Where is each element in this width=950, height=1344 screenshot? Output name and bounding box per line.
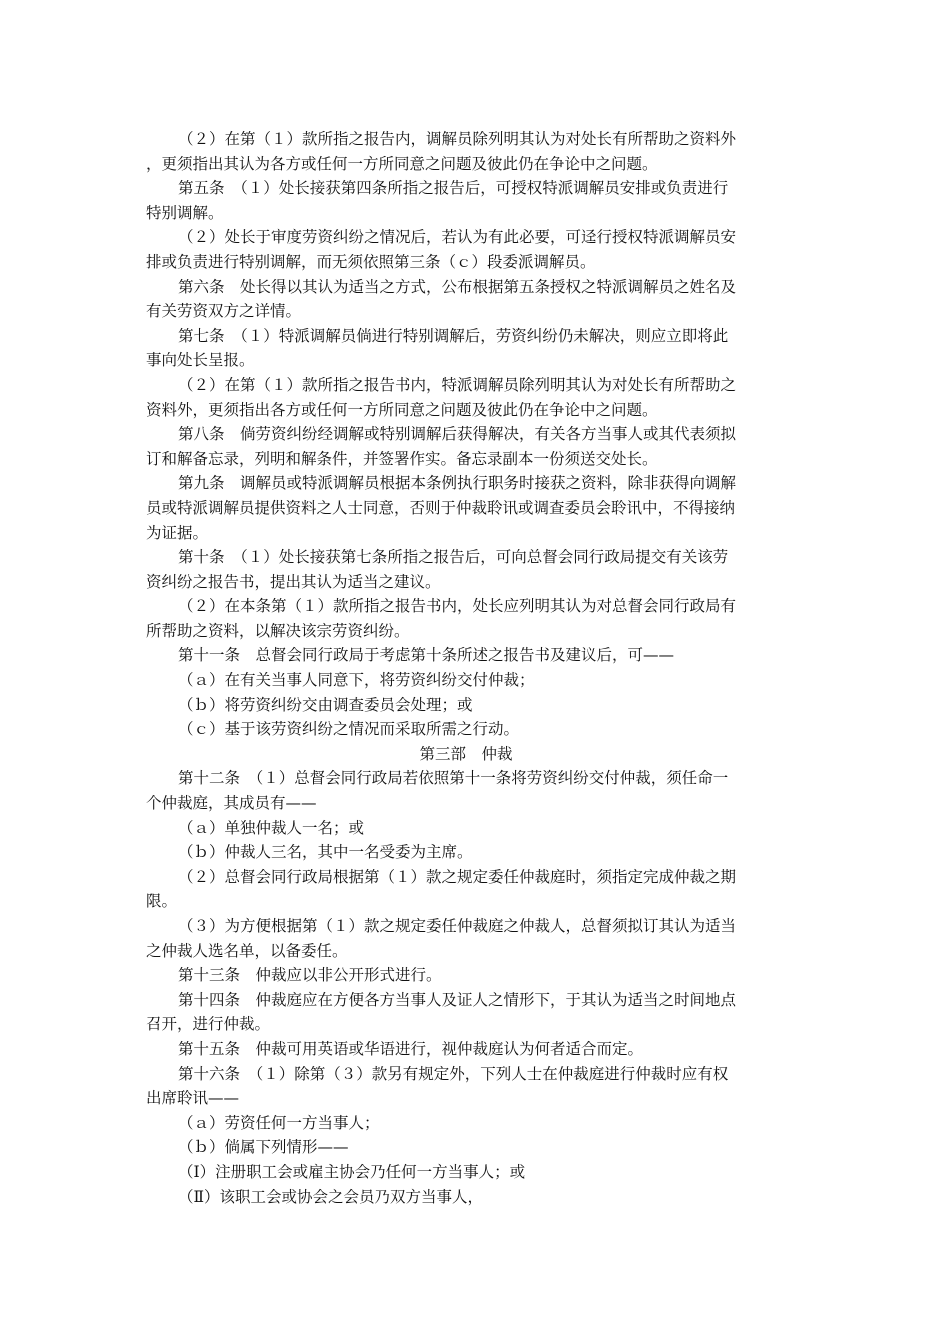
text-line: 资纠纷之报告书，提出其认为适当之建议。 (146, 572, 441, 591)
text-line: 出席聆讯—— (146, 1089, 240, 1108)
text-line: （２）在第（１）款所指之报告内，调解员除列明其认为对处长有所帮助之资料外 (178, 130, 737, 148)
text-line: （ｂ）倘属下列情形—— (178, 1138, 349, 1157)
text-line: （ｂ）仲裁人三名，其中一名受委为主席。 (178, 843, 473, 862)
text-line: 有关劳资双方之详情。 (146, 302, 302, 321)
text-line: 之仲裁人选名单，以备委任。 (146, 941, 348, 960)
text-line: 排或负责进行特别调解，而无须依照第三条（ｃ）段委派调解员。 (146, 252, 596, 271)
text-line: （Ⅰ）注册职工会或雇主协会乃任何一方当事人；或 (178, 1162, 526, 1181)
text-line: 第十五条 仲裁可用英语或华语进行，视仲裁庭认为何者适合而定。 (178, 1039, 644, 1058)
text-line: 个仲裁庭，其成员有—— (146, 794, 317, 813)
text-line: 特别调解。 (146, 203, 224, 222)
text-line: 订和解备忘录，列明和解条件，并签署作实。备忘录副本一份须送交处长。 (146, 449, 658, 468)
section-heading: 第三部 仲裁 (419, 744, 513, 763)
text-line: （Ⅱ）该职工会或协会之会员乃双方当事人， (178, 1187, 484, 1206)
document-body (146, 127, 786, 1209)
text-line: （ａ）劳资任何一方当事人； (178, 1113, 380, 1132)
text-line: 第十二条 （１）总督会同行政局若依照第十一条将劳资纠纷交付仲裁，须任命一 (178, 769, 729, 788)
text-line: （ｃ）基于该劳资纠纷之情况而采取所需之行动。 (178, 720, 520, 739)
text-line: ，更须指出其认为各方或任何一方所同意之问题及彼此仍在争论中之问题。 (146, 154, 658, 173)
text-line: 第五条 （１）处长接获第四条所指之报告后，可授权特派调解员安排或负责进行 (178, 179, 729, 198)
text-line: 所帮助之资料，以解决该宗劳资纠纷。 (146, 621, 410, 640)
text-line: 为证据。 (146, 523, 209, 542)
text-line: 第十三条 仲裁应以非公开形式进行。 (178, 966, 442, 985)
text-line: （３）为方便根据第（１）款之规定委任仲裁庭之仲裁人，总督须拟订其认为适当 (178, 917, 737, 935)
text-line: （ａ）在有关当事人同意下，将劳资纠纷交付仲裁； (178, 671, 535, 690)
text-line: 资料外，更须指出各方或任何一方所同意之问题及彼此仍在争论中之问题。 (146, 400, 658, 419)
text-line: 第九条 调解员或特派调解员根据本条例执行职务时接获之资料，除非获得向调解 (178, 474, 737, 493)
text-line: （２）处长于审度劳资纠纷之情况后，若认为有此必要，可迳行授权特派调解员安 (178, 228, 737, 247)
text-line: 事向处长呈报。 (146, 351, 255, 370)
text-line: （２）在第（１）款所指之报告书内，特派调解员除列明其认为对处长有所帮助之 (178, 375, 737, 394)
text-line: （２）总督会同行政局根据第（１）款之规定委任仲裁庭时，须指定完成仲裁之期 (178, 867, 737, 886)
text-line: 第六条 处长得以其认为适当之方式，公布根据第五条授权之特派调解员之姓名及 (178, 277, 737, 296)
text-line: 第十四条 仲裁庭应在方便各方当事人及证人之情形下，于其认为适当之时间地点 (178, 990, 737, 1009)
text-line: 限。 (146, 892, 178, 911)
text-line: 员或特派调解员提供资料之人士同意，否则于仲裁聆讯或调查委员会聆讯中，不得接纳 (146, 498, 736, 517)
text-line: 召开，进行仲裁。 (146, 1015, 271, 1034)
text-line: （ａ）单独仲裁人一名；或 (178, 818, 365, 837)
text-line: （ｂ）将劳资纠纷交由调查委员会处理；或 (178, 695, 473, 714)
text-line: 第十条 （１）处长接获第七条所指之报告后，可向总督会同行政局提交有关该劳 (178, 548, 729, 567)
text-line: 第十一条 总督会同行政局于考虑第十条所述之报告书及建议后，可—— (178, 646, 675, 665)
text-line: （２）在本条第（１）款所指之报告书内，处长应列明其认为对总督会同行政局有 (178, 597, 737, 616)
text-line: 第十六条 （１）除第（３）款另有规定外，下列人士在仲裁庭进行仲裁时应有权 (178, 1064, 729, 1083)
text-line: 第七条 （１）特派调解员倘进行特别调解后，劳资纠纷仍未解决，则应立即将此 (178, 326, 729, 345)
text-line: 第八条 倘劳资纠纷经调解或特别调解后获得解决，有关各方当事人或其代表须拟 (178, 425, 737, 444)
